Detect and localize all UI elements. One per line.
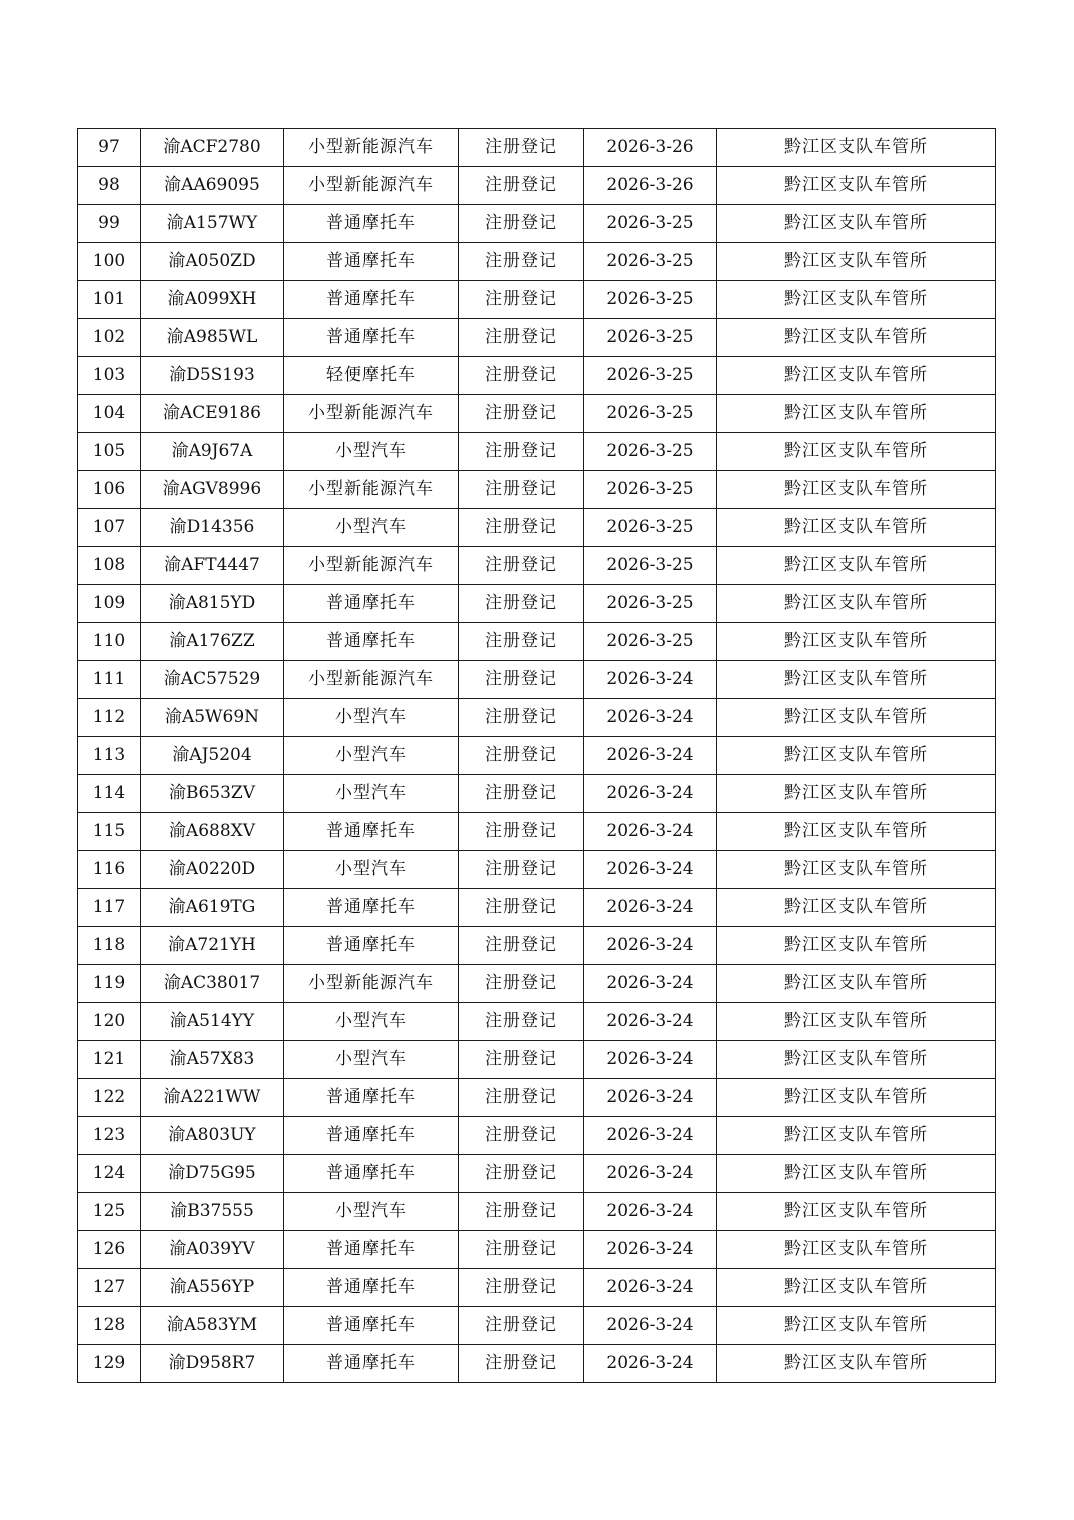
vehicle-type-cell: 小型新能源汽车 [284,661,459,699]
date-cell: 2026-3-24 [584,1231,717,1269]
table-row [78,547,996,585]
date-cell: 2026-3-24 [584,1155,717,1193]
plate-number-cell: 渝A9J67A [141,433,284,471]
office-cell: 黔江区支队车管所 [717,889,996,927]
vehicle-type-cell: 小型汽车 [284,737,459,775]
business-type-cell: 注册登记 [459,471,584,509]
plate-number-cell: 渝A221WW [141,1079,284,1117]
business-type-cell: 注册登记 [459,775,584,813]
date-cell: 2026-3-24 [584,965,717,1003]
date-cell: 2026-3-25 [584,395,717,433]
row-number-cell: 113 [78,737,141,775]
row-number-cell: 107 [78,509,141,547]
row-number-cell: 117 [78,889,141,927]
vehicle-type-cell: 小型汽车 [284,509,459,547]
office-cell: 黔江区支队车管所 [717,1231,996,1269]
business-type-cell: 注册登记 [459,319,584,357]
office-cell: 黔江区支队车管所 [717,1269,996,1307]
business-type-cell: 注册登记 [459,1003,584,1041]
plate-number-cell: 渝D14356 [141,509,284,547]
office-cell: 黔江区支队车管所 [717,509,996,547]
row-number-cell: 112 [78,699,141,737]
plate-number-cell: 渝ACE9186 [141,395,284,433]
row-number-cell: 111 [78,661,141,699]
vehicle-type-cell: 普通摩托车 [284,1155,459,1193]
date-cell: 2026-3-24 [584,775,717,813]
business-type-cell: 注册登记 [459,167,584,205]
office-cell: 黔江区支队车管所 [717,1193,996,1231]
office-cell: 黔江区支队车管所 [717,547,996,585]
vehicle-type-cell: 轻便摩托车 [284,357,459,395]
table-row [78,433,996,471]
date-cell: 2026-3-25 [584,319,717,357]
vehicle-type-cell: 小型新能源汽车 [284,471,459,509]
vehicle-type-cell: 普通摩托车 [284,281,459,319]
office-cell: 黔江区支队车管所 [717,699,996,737]
office-cell: 黔江区支队车管所 [717,813,996,851]
date-cell: 2026-3-24 [584,1269,717,1307]
date-cell: 2026-3-25 [584,357,717,395]
vehicle-type-cell: 小型新能源汽车 [284,167,459,205]
office-cell: 黔江区支队车管所 [717,433,996,471]
vehicle-type-cell: 小型汽车 [284,433,459,471]
row-number-cell: 121 [78,1041,141,1079]
table-row [78,585,996,623]
row-number-cell: 109 [78,585,141,623]
plate-number-cell: 渝A5W69N [141,699,284,737]
vehicle-type-cell: 普通摩托车 [284,1117,459,1155]
plate-number-cell: 渝A099XH [141,281,284,319]
table-row [78,205,996,243]
table-row [78,1269,996,1307]
plate-number-cell: 渝B653ZV [141,775,284,813]
plate-number-cell: 渝AFT4447 [141,547,284,585]
vehicle-type-cell: 普通摩托车 [284,1231,459,1269]
row-number-cell: 104 [78,395,141,433]
plate-number-cell: 渝A815YD [141,585,284,623]
vehicle-type-cell: 小型新能源汽车 [284,547,459,585]
row-number-cell: 101 [78,281,141,319]
plate-number-cell: 渝A514YY [141,1003,284,1041]
date-cell: 2026-3-26 [584,167,717,205]
row-number-cell: 120 [78,1003,141,1041]
vehicle-type-cell: 小型汽车 [284,851,459,889]
date-cell: 2026-3-24 [584,1041,717,1079]
row-number-cell: 128 [78,1307,141,1345]
business-type-cell: 注册登记 [459,1345,584,1383]
business-type-cell: 注册登记 [459,585,584,623]
date-cell: 2026-3-25 [584,243,717,281]
business-type-cell: 注册登记 [459,547,584,585]
office-cell: 黔江区支队车管所 [717,1003,996,1041]
business-type-cell: 注册登记 [459,1117,584,1155]
business-type-cell: 注册登记 [459,433,584,471]
business-type-cell: 注册登记 [459,1079,584,1117]
date-cell: 2026-3-25 [584,433,717,471]
plate-number-cell: 渝D958R7 [141,1345,284,1383]
business-type-cell: 注册登记 [459,737,584,775]
plate-number-cell: 渝A0220D [141,851,284,889]
vehicle-type-cell: 普通摩托车 [284,623,459,661]
table-row [78,889,996,927]
table-row [78,623,996,661]
business-type-cell: 注册登记 [459,205,584,243]
table-row [78,167,996,205]
table-row [78,243,996,281]
table-row [78,1231,996,1269]
office-cell: 黔江区支队车管所 [717,1041,996,1079]
date-cell: 2026-3-25 [584,281,717,319]
vehicle-type-cell: 小型新能源汽车 [284,395,459,433]
table-row [78,1079,996,1117]
business-type-cell: 注册登记 [459,1155,584,1193]
plate-number-cell: 渝AJ5204 [141,737,284,775]
table-row [78,129,996,167]
office-cell: 黔江区支队车管所 [717,205,996,243]
table-row [78,471,996,509]
business-type-cell: 注册登记 [459,1269,584,1307]
plate-number-cell: 渝D5S193 [141,357,284,395]
vehicle-type-cell: 普通摩托车 [284,585,459,623]
row-number-cell: 114 [78,775,141,813]
vehicle-type-cell: 小型汽车 [284,1041,459,1079]
office-cell: 黔江区支队车管所 [717,357,996,395]
business-type-cell: 注册登记 [459,243,584,281]
plate-number-cell: 渝A050ZD [141,243,284,281]
office-cell: 黔江区支队车管所 [717,167,996,205]
date-cell: 2026-3-24 [584,1079,717,1117]
vehicle-type-cell: 普通摩托车 [284,889,459,927]
date-cell: 2026-3-24 [584,699,717,737]
plate-number-cell: 渝A176ZZ [141,623,284,661]
date-cell: 2026-3-24 [584,1117,717,1155]
plate-number-cell: 渝AGV8996 [141,471,284,509]
business-type-cell: 注册登记 [459,1231,584,1269]
table-row [78,357,996,395]
vehicle-type-cell: 普通摩托车 [284,813,459,851]
plate-number-cell: 渝A688XV [141,813,284,851]
table-row [78,281,996,319]
table-row [78,1003,996,1041]
date-cell: 2026-3-25 [584,205,717,243]
registration-table-body [78,129,996,1383]
business-type-cell: 注册登记 [459,357,584,395]
vehicle-type-cell: 小型汽车 [284,1003,459,1041]
row-number-cell: 123 [78,1117,141,1155]
row-number-cell: 115 [78,813,141,851]
business-type-cell: 注册登记 [459,965,584,1003]
table-row [78,509,996,547]
row-number-cell: 105 [78,433,141,471]
date-cell: 2026-3-24 [584,1307,717,1345]
vehicle-type-cell: 小型汽车 [284,699,459,737]
table-row [78,319,996,357]
date-cell: 2026-3-26 [584,129,717,167]
office-cell: 黔江区支队车管所 [717,129,996,167]
office-cell: 黔江区支队车管所 [717,281,996,319]
date-cell: 2026-3-25 [584,471,717,509]
plate-number-cell: 渝D75G95 [141,1155,284,1193]
table-row [78,851,996,889]
plate-number-cell: 渝A985WL [141,319,284,357]
date-cell: 2026-3-24 [584,813,717,851]
plate-number-cell: 渝AC57529 [141,661,284,699]
date-cell: 2026-3-25 [584,547,717,585]
row-number-cell: 124 [78,1155,141,1193]
office-cell: 黔江区支队车管所 [717,661,996,699]
business-type-cell: 注册登记 [459,927,584,965]
vehicle-type-cell: 普通摩托车 [284,205,459,243]
office-cell: 黔江区支队车管所 [717,737,996,775]
table-row [78,661,996,699]
office-cell: 黔江区支队车管所 [717,927,996,965]
row-number-cell: 119 [78,965,141,1003]
date-cell: 2026-3-24 [584,1345,717,1383]
row-number-cell: 122 [78,1079,141,1117]
office-cell: 黔江区支队车管所 [717,965,996,1003]
business-type-cell: 注册登记 [459,851,584,889]
business-type-cell: 注册登记 [459,509,584,547]
plate-number-cell: 渝ACF2780 [141,129,284,167]
vehicle-type-cell: 小型汽车 [284,775,459,813]
vehicle-type-cell: 普通摩托车 [284,1307,459,1345]
table-row [78,1155,996,1193]
table-row [78,1193,996,1231]
business-type-cell: 注册登记 [459,395,584,433]
table-row [78,737,996,775]
plate-number-cell: 渝A721YH [141,927,284,965]
business-type-cell: 注册登记 [459,699,584,737]
vehicle-type-cell: 普通摩托车 [284,243,459,281]
plate-number-cell: 渝A157WY [141,205,284,243]
date-cell: 2026-3-25 [584,623,717,661]
business-type-cell: 注册登记 [459,661,584,699]
row-number-cell: 97 [78,129,141,167]
row-number-cell: 103 [78,357,141,395]
row-number-cell: 118 [78,927,141,965]
row-number-cell: 127 [78,1269,141,1307]
vehicle-type-cell: 小型汽车 [284,1193,459,1231]
plate-number-cell: 渝A583YM [141,1307,284,1345]
plate-number-cell: 渝A57X83 [141,1041,284,1079]
table-row [78,927,996,965]
vehicle-type-cell: 小型新能源汽车 [284,129,459,167]
row-number-cell: 108 [78,547,141,585]
row-number-cell: 116 [78,851,141,889]
office-cell: 黔江区支队车管所 [717,1079,996,1117]
plate-number-cell: 渝A039YV [141,1231,284,1269]
table-row [78,1117,996,1155]
plate-number-cell: 渝A556YP [141,1269,284,1307]
vehicle-type-cell: 普通摩托车 [284,1345,459,1383]
vehicle-type-cell: 普通摩托车 [284,1269,459,1307]
office-cell: 黔江区支队车管所 [717,851,996,889]
date-cell: 2026-3-25 [584,509,717,547]
table-row [78,1345,996,1383]
business-type-cell: 注册登记 [459,813,584,851]
date-cell: 2026-3-24 [584,1003,717,1041]
row-number-cell: 99 [78,205,141,243]
row-number-cell: 106 [78,471,141,509]
business-type-cell: 注册登记 [459,281,584,319]
vehicle-type-cell: 普通摩托车 [284,927,459,965]
table-row [78,965,996,1003]
business-type-cell: 注册登记 [459,1041,584,1079]
office-cell: 黔江区支队车管所 [717,1345,996,1383]
row-number-cell: 100 [78,243,141,281]
date-cell: 2026-3-24 [584,851,717,889]
table-row [78,1307,996,1345]
date-cell: 2026-3-24 [584,889,717,927]
office-cell: 黔江区支队车管所 [717,1155,996,1193]
office-cell: 黔江区支队车管所 [717,775,996,813]
office-cell: 黔江区支队车管所 [717,1307,996,1345]
business-type-cell: 注册登记 [459,1193,584,1231]
office-cell: 黔江区支队车管所 [717,243,996,281]
date-cell: 2026-3-25 [584,585,717,623]
office-cell: 黔江区支队车管所 [717,319,996,357]
row-number-cell: 126 [78,1231,141,1269]
row-number-cell: 129 [78,1345,141,1383]
registration-table [77,128,996,1383]
date-cell: 2026-3-24 [584,737,717,775]
vehicle-type-cell: 普通摩托车 [284,1079,459,1117]
vehicle-type-cell: 普通摩托车 [284,319,459,357]
table-row [78,1041,996,1079]
date-cell: 2026-3-24 [584,927,717,965]
row-number-cell: 98 [78,167,141,205]
plate-number-cell: 渝AC38017 [141,965,284,1003]
date-cell: 2026-3-24 [584,661,717,699]
plate-number-cell: 渝B37555 [141,1193,284,1231]
row-number-cell: 110 [78,623,141,661]
business-type-cell: 注册登记 [459,623,584,661]
office-cell: 黔江区支队车管所 [717,585,996,623]
table-row [78,775,996,813]
vehicle-type-cell: 小型新能源汽车 [284,965,459,1003]
business-type-cell: 注册登记 [459,1307,584,1345]
office-cell: 黔江区支队车管所 [717,1117,996,1155]
row-number-cell: 125 [78,1193,141,1231]
row-number-cell: 102 [78,319,141,357]
table-row [78,699,996,737]
plate-number-cell: 渝A619TG [141,889,284,927]
business-type-cell: 注册登记 [459,889,584,927]
plate-number-cell: 渝AA69095 [141,167,284,205]
office-cell: 黔江区支队车管所 [717,395,996,433]
plate-number-cell: 渝A803UY [141,1117,284,1155]
office-cell: 黔江区支队车管所 [717,471,996,509]
office-cell: 黔江区支队车管所 [717,623,996,661]
business-type-cell: 注册登记 [459,129,584,167]
date-cell: 2026-3-24 [584,1193,717,1231]
table-row [78,395,996,433]
table-row [78,813,996,851]
